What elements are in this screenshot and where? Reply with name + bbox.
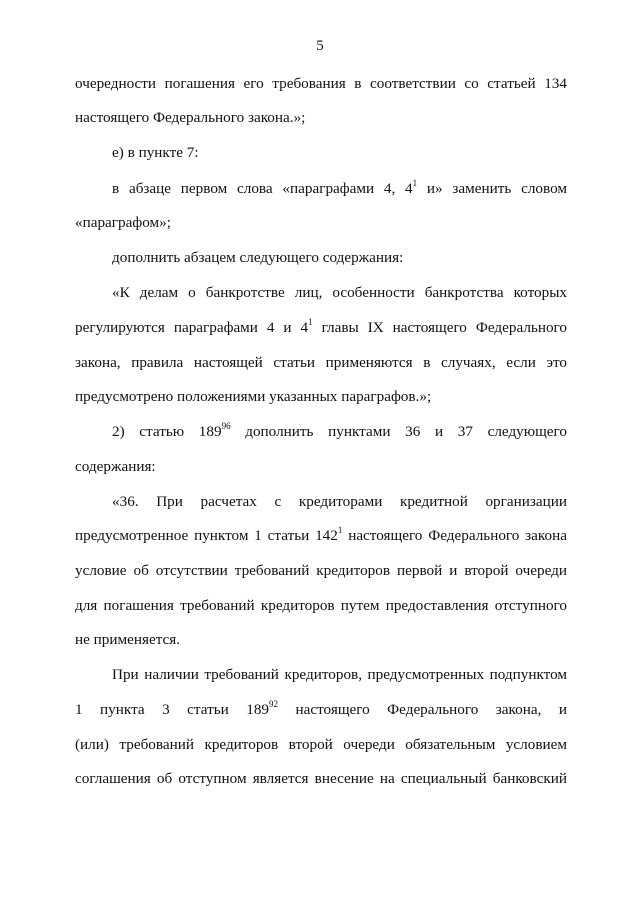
text-line: [112, 283, 567, 303]
superscript: 1: [412, 177, 418, 188]
superscript: 1: [337, 524, 343, 535]
text-line: [75, 318, 567, 338]
line-text: е) в пункте 7:: [112, 144, 199, 161]
line-text: настоящего Федерального закона.»;: [75, 109, 306, 126]
line-text: настоящего Федерального закона, и: [278, 701, 567, 718]
line-text: соглашения об отступном является внесение на специальный банковский: [75, 770, 567, 787]
text-line: [75, 213, 567, 233]
line-text: «36. При расчетах с кредиторами кредитной организации: [112, 493, 567, 510]
line-text: предусмотренное пунктом 1 статьи 142: [75, 527, 338, 544]
line-text: При наличии требований кредиторов, предусмотренных подпунктом: [112, 666, 567, 683]
line-text: дополнить абзацем следующего содержания:: [112, 249, 404, 266]
line-text: в абзаце первом слова «параграфами 4, 4: [112, 180, 413, 197]
page-number: 5: [316, 38, 324, 54]
line-text: условие об отсутствии требований кредиторов первой и второй очереди: [75, 562, 567, 579]
line-text: закона, правила настоящей статьи применяются в случаях, если это: [75, 354, 567, 371]
text-line: [112, 179, 567, 199]
superscript: 1: [308, 316, 313, 327]
text-line: [75, 457, 567, 477]
line-text: не применяется.: [75, 631, 181, 648]
text-line: [75, 108, 567, 128]
text-line: [75, 353, 567, 373]
text-line: [75, 561, 567, 581]
text-line: [75, 700, 567, 720]
text-line: [75, 769, 567, 789]
line-text: главы IX настоящего Федерального: [312, 319, 568, 336]
line-text: настоящего Федерального закона: [342, 527, 567, 544]
superscript: 92: [269, 698, 279, 709]
line-text: «К делам о банкротстве лиц, особенности банкротства которых: [112, 284, 567, 301]
text-line: [75, 735, 567, 755]
line-text: содержания:: [75, 458, 156, 475]
text-line: [112, 422, 567, 442]
text-line: [112, 665, 567, 685]
line-text: 1 пункта 3 статьи 189: [75, 701, 270, 718]
text-line: [75, 74, 567, 94]
text-line: [112, 248, 567, 268]
text-line: [112, 143, 567, 163]
line-text: «параграфом»;: [75, 214, 171, 231]
line-text: 2) статью 189: [112, 423, 222, 440]
text-line: [75, 630, 567, 650]
line-text: и» заменить словом: [417, 180, 567, 197]
text-line: [75, 596, 567, 616]
superscript: 96: [221, 420, 231, 431]
text-line: [112, 492, 567, 512]
line-text: дополнить пунктами 36 и 37 следующего: [230, 423, 567, 440]
text-line: [75, 387, 567, 407]
line-text: регулируются параграфами 4 и 4: [75, 319, 309, 336]
line-text: для погашения требований кредиторов путем предоставления отступного: [75, 597, 567, 614]
line-text: (или) требований кредиторов второй очереди обязательным условием: [75, 736, 567, 753]
line-text: предусмотрено положениями указанных параграфов.»;: [75, 388, 432, 405]
line-text: очередности погашения его требования в соответствии со статьей 134: [75, 75, 567, 92]
text-line: [75, 526, 567, 546]
